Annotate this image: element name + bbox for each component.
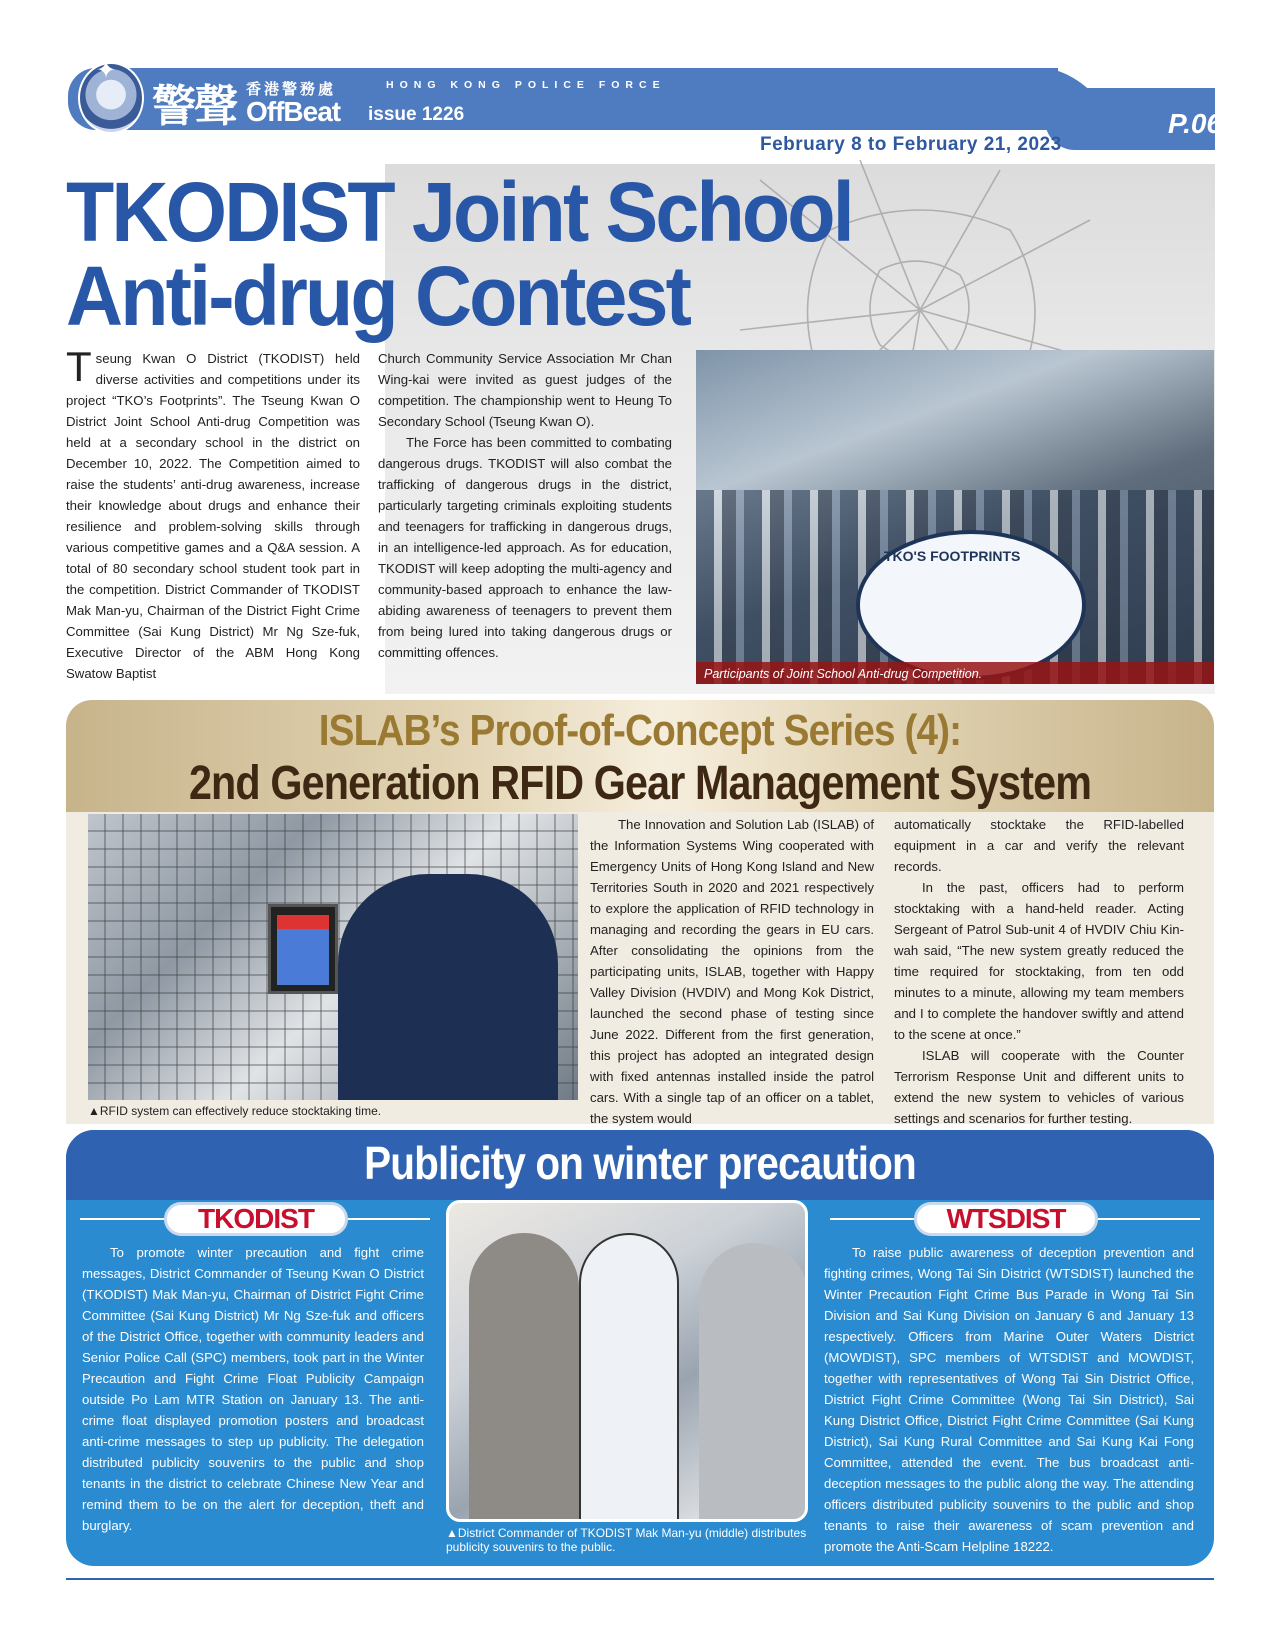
- dropcap: T: [66, 343, 92, 390]
- photo-person-right: [699, 1243, 808, 1522]
- article1-col2-p1: Church Community Service Association Mr Chan Wing-kai were invited as guest judges of the competition. The championship went to Heung To Secondary School (Tseung Kwan O).: [378, 351, 672, 429]
- article1-col2-p2: The Force has been committed to combating dangerous drugs. TKODIST will also combat the trafficking of dangerous drugs in the district, particularly targeting criminals exploiting students and teenagers for trafficking in dangerous drugs, in an intelligence-led approach. As for education, TKODIST will keep adopting the multi-agency and community-based approach to enhance the law-abiding awareness of teenagers to prevent them from being lured into taking dangerous drugs or committing offences.: [378, 435, 672, 660]
- emblem-crown-icon: ✦: [96, 57, 117, 84]
- photo-officer: [338, 874, 558, 1100]
- headline-line1: TKODIST Joint School: [66, 165, 852, 259]
- article2-col2-p1: automatically stocktake the RFID-labelled equipment in a car and verify the relevant records.: [894, 817, 1184, 874]
- article3-photo-caption: ▲District Commander of TKODIST Mak Man-yu (middle) distributes publicity souvenirs to the public.: [446, 1526, 807, 1554]
- article2-col2-p3: ISLAB will cooperate with the Counter Terrorism Response Unit and different units to extend the new system to vehicles of various settings and scenarios for further testing.: [894, 1048, 1184, 1126]
- article2-column1: [590, 814, 874, 1129]
- article3-right-text: To raise public awareness of deception prevention and fighting crimes, Wong Tai Sin District (WTSDIST) launched the Winter Precaution Fight Crime Bus Parade in Wong Tai Sin Division and Sai Kung Division on January 6 and January 13 respectively. Officers from Marine Outer Waters District (MOWDIST), SPC members of WTSDIST and MOWDIST, together with representatives of Wong Tai Sin District Office, District Fight Crime Committee (Wong Tai Sin District), Sai Kung District Office, District Fight Crime Committee (Sai Kung District), Sai Kung Rural Committee and Sai Kung Kai Fong Committee, attended the event. The bus broadcast anti-deception messages to the public along the way. The attending officers distributed publicity souvenirs to the public and shop tenants to raise their awareness of scam prevention and promote the Anti-Scam Helpline 18222.: [824, 1245, 1194, 1554]
- article2-col1-text: The Innovation and Solution Lab (ISLAB) of the Information Systems Wing cooperated with Emergency Units of Hong Kong Island and New Territories South in 2020 and 2021 respectively to explore the application of RFID technology in managing and recording the gears in EU cars. After consolidating the opinions from the participating units, ISLAB, together with Happy Valley Division (HVDIV) and Mong Kok District, launched the second phase of testing since June 2022. Different from the first generation, this project has adopted an integrated design with fixed antennas installed inside the patrol cars. With a single tap of an officer on a tablet, the system would: [590, 817, 874, 1126]
- masthead-chinese-title: 警聲: [152, 81, 236, 132]
- article2-column2: [894, 814, 1184, 1129]
- article2-title-line2: 2nd Generation RFID Gear Management System: [188, 757, 1092, 810]
- article1-column2: [378, 348, 672, 663]
- article3-photo: [446, 1200, 808, 1522]
- issue-date: February 8 to February 21, 2023: [760, 134, 1062, 155]
- wtsdist-label: WTSDIST: [914, 1202, 1098, 1236]
- masthead-issue: issue 1226: [368, 104, 465, 125]
- article1-headline: [66, 165, 852, 343]
- headline-line2: Anti-drug Contest: [66, 249, 690, 343]
- article3-left-text: To promote winter precaution and fight crime messages, District Commander of Tseung Kwan O District (TKODIST) Mak Man-yu, Chairman of District Fight Crime Committee (Sai Kung District) Mr Ng Sze-fuk and officers of the District Office, together with community leaders and Senior Police Call (SPC) members, took part in the Winter Precaution and Fight Crime Float Publicity Campaign outside Po Lam MTR Station on January 13. The anti-crime float displayed promotion posters and broadcast anti-crime messages to step up publicity. The delegation distributed publicity souvenirs to the public and shop tenants in the district to celebrate Chinese New Year and remind them to be on the alert for deception, theft and burglary.: [82, 1245, 424, 1533]
- masthead-force-name: HONG KONG POLICE FORCE: [386, 79, 666, 91]
- article1-photo-caption: Participants of Joint School Anti-drug Competition.: [704, 667, 983, 681]
- article1-photo: [696, 350, 1214, 684]
- article2-photo-caption: ▲RFID system can effectively reduce stocktaking time.: [88, 1104, 382, 1118]
- photo-person-left: [469, 1233, 579, 1522]
- article2-photo: [88, 814, 578, 1100]
- article1-col1-text: seung Kwan O District (TKODIST) held diverse activities and competitions under its project “TKO’s Footprints”. The Tseung Kwan O District Joint School Anti-drug Competition was held at a secondary school in the district on December 10, 2022. The Competition aimed to raise the students’ anti-drug awareness, increase their knowledge about drugs and enhance their resilience and problem-solving skills through various competitive games and a Q&A session. A total of 80 secondary school student took part in the competition. District Commander of TKODIST Mak Man-yu, Chairman of the District Fight Crime Committee (Sai Kung District) Mr Ng Sze-fuk, Executive Director of the ABM Hong Kong Swatow Baptist: [66, 351, 360, 681]
- article2-title-line1: ISLAB’s Proof-of-Concept Series (4):: [318, 706, 962, 755]
- tkodist-label: TKODIST: [164, 1202, 348, 1236]
- masthead-chinese-dept: 香港警務處: [246, 80, 337, 98]
- photo-footprints-banner: TKO'S FOOTPRINTS: [856, 530, 1086, 680]
- article3-title: Publicity on winter precaution: [364, 1137, 916, 1189]
- page-number: P.06: [1168, 108, 1222, 139]
- masthead-offbeat: OffBeat: [246, 96, 341, 127]
- bottom-rule: [66, 1578, 1214, 1580]
- photo-tablet: [268, 904, 338, 994]
- article1-column1: [66, 343, 360, 684]
- photo-officer-middle: [579, 1233, 679, 1522]
- article2-col2-p2: In the past, officers had to perform stocktaking with a hand-held reader. Acting Sergeant of Patrol Sub-unit 4 of HVDIV Chiu Kin-wah said, “The new system greatly reduced the time required for stocktaking, from ten odd minutes to a minute, allowing my team members and I to complete the handover swiftly and attend to the scene at once.”: [894, 880, 1184, 1042]
